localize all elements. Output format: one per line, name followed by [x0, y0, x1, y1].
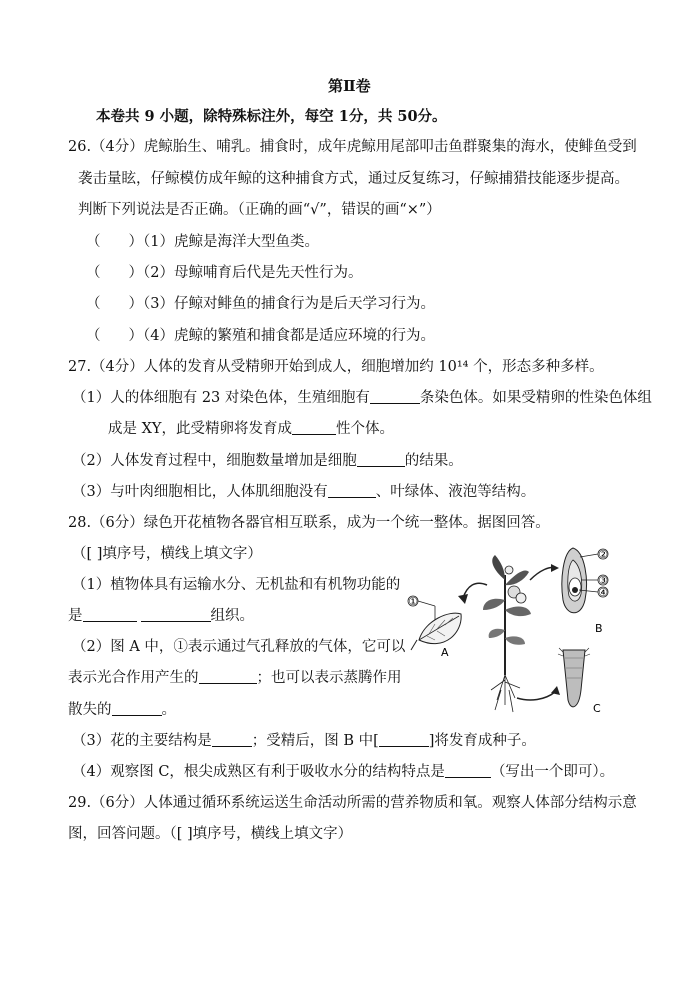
- figure-label-a: A: [441, 646, 449, 659]
- q26-stem-line2: 袭击量眩，仔鲸模仿成年鲸的这种捕食方式，通过反复练习，仔鲸捕猎技能逐步提高。: [78, 171, 629, 187]
- answer-bracket[interactable]: （ ）: [86, 265, 143, 281]
- figure-label-c: C: [593, 702, 601, 715]
- q29-stem-line1: 29.（6分）人体通过循环系统运送生命活动所需的营养物质和氧。观察人体部分结构示意: [68, 795, 637, 811]
- q27-part3: （3）与叶肉细胞相比，人体肌细胞没有 、叶绿体、液泡等结构。: [72, 484, 536, 500]
- q28-part4: （4）观察图 C，根尖成熟区有利于吸收水分的结构特点是 （写出一个即可）。: [72, 764, 615, 780]
- answer-blank[interactable]: [112, 701, 162, 716]
- figure-label-2: ②: [598, 548, 608, 561]
- figure-label-4: ④: [598, 586, 608, 599]
- q28-part2: （2）图 A 中，①表示通过气孔释放的气体，它可以: [72, 639, 406, 655]
- q26-item-3: （ ）（3）仔鲸对鲱鱼的捕食行为是后天学习行为。: [86, 296, 435, 312]
- q26-stem-line1: 26.（4分）虎鲸胎生、哺乳。捕食时，成年虎鲸用尾部叩击鱼群聚集的海水，使鲱鱼受到: [68, 139, 637, 155]
- q28-part2-end: 散失的 。: [68, 702, 176, 718]
- arrow-to-root-tip: [517, 692, 555, 700]
- answer-blank[interactable]: [370, 389, 420, 404]
- answer-bracket[interactable]: （ ）: [86, 328, 143, 344]
- q27-part2: （2）人体发育过程中，细胞数量增加是细胞 的结果。: [72, 453, 463, 469]
- answer-blank[interactable]: [83, 607, 137, 622]
- q27-part1: （1）人的体细胞有 23 对染色体，生殖细胞有 条染色体。如果受精卵的性染色体组: [72, 390, 652, 406]
- answer-bracket[interactable]: （ ）: [86, 296, 143, 312]
- q26-item-1: （ ）（1）虎鲸是海洋大型鱼类。: [86, 234, 319, 250]
- answer-blank[interactable]: [199, 669, 257, 684]
- answer-blank[interactable]: [212, 732, 252, 747]
- answer-blank[interactable]: [141, 607, 211, 622]
- q28-stem: 28.（6分）绿色开花植物各器官相互联系，成为一个统一整体。据图回答。: [68, 515, 550, 531]
- figure-label-3: ③: [598, 574, 608, 587]
- figure-whole-plant: [483, 555, 531, 712]
- figure-label-b: B: [595, 622, 603, 635]
- q28-part3: （3）花的主要结构是 ；受精后，图 B 中[ ]将发育成种子。: [72, 733, 536, 749]
- figure-label-1: ①: [408, 595, 418, 608]
- q26-item-4: （ ）（4）虎鲸的繁殖和捕食都是适应环境的行为。: [86, 328, 435, 344]
- q28-part1: （1）植物体具有运输水分、无机盐和有机物功能的: [72, 577, 401, 593]
- plant-structure-figure: [405, 540, 630, 720]
- q29-stem-line2: 图，回答问题。（[ ]填序号，横线上填文字）: [68, 826, 353, 842]
- q26-stem-line3: 判断下列说法是否正确。（正确的画“√”，错误的画“×”）: [78, 202, 441, 218]
- q28-part2-cont: 表示光合作用产生的 ；也可以表示蒸腾作用: [68, 670, 402, 686]
- q28-part1-cont: 是 组织。: [68, 608, 254, 624]
- q26-item-2: （ ）（2）母鲸哺育后代是先天性行为。: [86, 265, 363, 281]
- q28-hint: （[ ]填序号，横线上填文字）: [72, 546, 262, 562]
- figure-a-leaf: [411, 613, 461, 650]
- answer-blank[interactable]: [357, 452, 405, 467]
- answer-bracket[interactable]: （ ）: [86, 234, 143, 250]
- answer-blank[interactable]: [292, 420, 336, 435]
- q27-part1-cont: 成是 XY，此受精卵将发育成 性个体。: [108, 421, 395, 437]
- q27-stem: 27.（4分）人体的发育从受精卵开始到成人，细胞增加约 10¹⁴ 个，形态多种多样。: [68, 359, 604, 375]
- answer-blank[interactable]: [445, 763, 491, 778]
- answer-blank[interactable]: [328, 483, 376, 498]
- section-title: 第Ⅱ卷: [328, 77, 371, 95]
- instructions: 本卷共 9 小题，除特殊标注外，每空 1分，共 50分。: [96, 108, 447, 125]
- answer-blank[interactable]: [379, 732, 429, 747]
- figure-c-root-tip: [558, 648, 590, 707]
